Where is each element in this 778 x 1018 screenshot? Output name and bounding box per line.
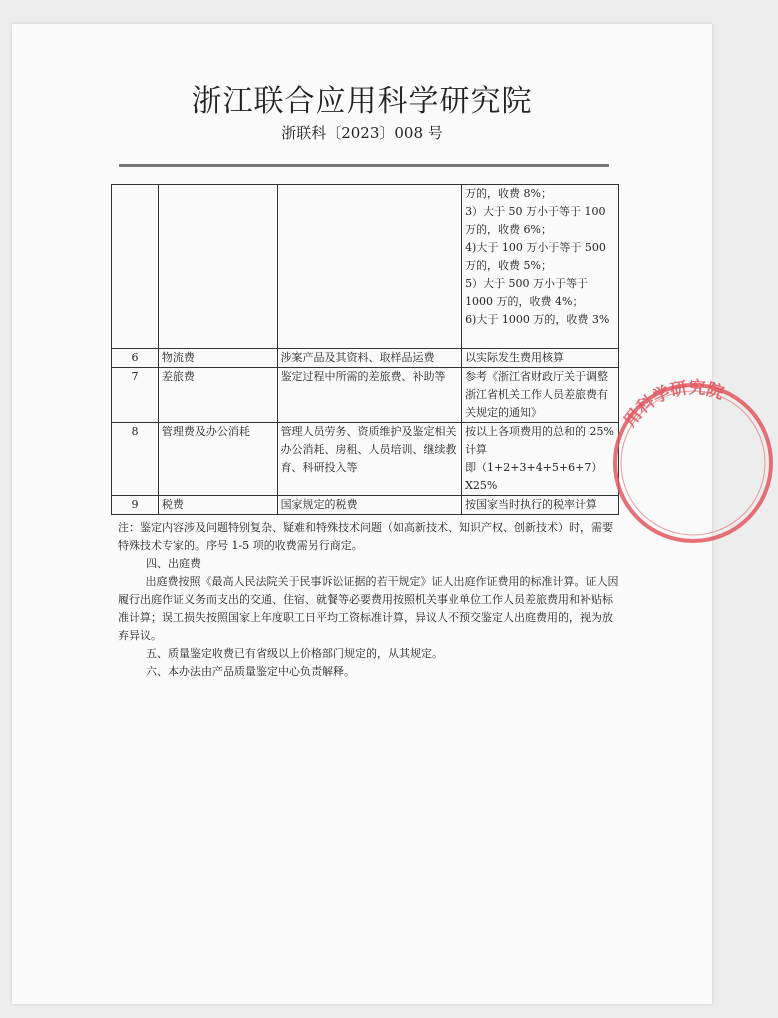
row-standard <box>462 423 619 496</box>
court-fee-paragraph: 出庭费按照《最高人民法院关于民事诉讼证据的若干规定》证人出庭作证费用的标准计算。证人因履行出庭作证义务而支出的交通、住宿、就餐等必要费用按照机关事业单位工作人员差旅费用和补贴标准计算；误工损失按照国家上年度职工日平均工资标准计算，异议人不预交鉴定人出庭费用的，视为放弃异议。 <box>118 575 619 642</box>
row-item: 差旅费 <box>158 368 277 423</box>
official-seal-icon <box>608 378 778 548</box>
standard-line: 4)大于 100 万小于等于 500 <box>465 241 606 254</box>
org-title: 浙江联合应用科学研究院 <box>191 84 533 119</box>
table-row <box>112 423 619 496</box>
table-footnote: 注：鉴定内容涉及问题特别复杂、疑难和特殊技术问题（如高新技术、知识产权、创新技术）时，需要特殊技术专家的。序号 1-5 项的收费需另行商定。 <box>118 521 613 552</box>
header-divider <box>119 164 609 167</box>
row-scope: 鉴定过程中所需的差旅费、补助等 <box>277 368 462 423</box>
section-heading-court-fee: 四、出庭费 <box>146 557 201 570</box>
standard-line: 1000 万的，收费 4%； <box>465 295 584 308</box>
table-row <box>112 185 619 349</box>
table-row <box>112 368 619 423</box>
row-number: 8 <box>112 423 159 496</box>
row-number: 9 <box>112 496 159 515</box>
standard-line: 按国家当时执行的税率计算 <box>465 498 598 511</box>
row-scope: 国家规定的税费 <box>277 496 462 515</box>
standard-line: 万的，收费 8%； <box>465 187 553 200</box>
row-scope <box>277 185 462 349</box>
row-number <box>112 185 159 349</box>
standard-line: 参考《浙江省财政厅关于调整浙江省机关工作人员差旅费有关规定的通知》 <box>465 370 609 419</box>
row-scope: 涉案产品及其资料、取样品运费 <box>277 349 462 368</box>
standard-line: 5）大于 500 万小于等于 <box>465 277 589 290</box>
standard-line: 以实际发生费用核算 <box>465 351 565 364</box>
row-standard <box>462 349 619 368</box>
fee-table <box>111 184 619 515</box>
row-item: 管理费及办公消耗 <box>158 423 277 496</box>
row-item <box>158 185 277 349</box>
row-number: 6 <box>112 349 159 368</box>
standard-line: 按以上各项费用的总和的 25%计算 <box>465 425 615 456</box>
document-page <box>12 24 712 1004</box>
standard-line: 即（1+2+3+4+5+6+7）X25% <box>465 461 603 492</box>
doc-number: 浙联科〔2023〕008 号 <box>281 124 443 142</box>
row-number: 7 <box>112 368 159 423</box>
table-row <box>112 496 619 515</box>
standard-line: 6)大于 1000 万的，收费 3% <box>465 313 610 326</box>
section-6-paragraph: 六、本办法由产品质量鉴定中心负责解释。 <box>146 665 355 678</box>
row-scope: 管理人员劳务、资质维护及鉴定相关办公消耗、房租、人员培训、继续教育、科研投入等 <box>277 423 462 496</box>
row-item: 税费 <box>158 496 277 515</box>
standard-line: 万的，收费 6%； <box>465 223 553 236</box>
row-item: 物流费 <box>158 349 277 368</box>
table-row <box>112 349 619 368</box>
standard-line: 万的，收费 5%； <box>465 259 553 272</box>
svg-text:用科学研究院 <box>620 378 726 431</box>
notes-section <box>118 519 623 681</box>
standard-line: 3）大于 50 万小于等于 100 <box>465 205 606 218</box>
row-standard <box>462 496 619 515</box>
row-standard <box>462 185 619 349</box>
section-5-paragraph: 五、质量鉴定收费已有省级以上价格部门规定的，从其规定。 <box>146 647 443 660</box>
seal-text: 用科学研究院 <box>620 378 727 431</box>
row-standard <box>462 368 619 423</box>
